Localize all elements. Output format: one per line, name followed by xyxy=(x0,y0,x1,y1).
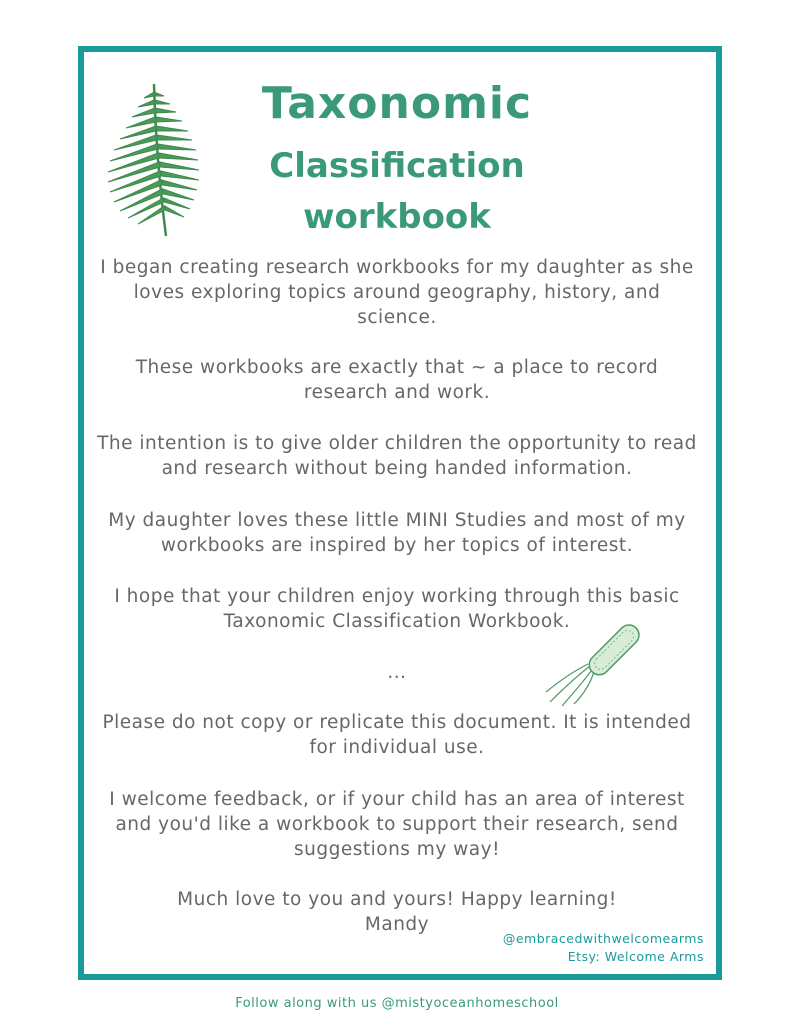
title-line-3: workbook xyxy=(303,197,491,237)
paragraph-feedback: I welcome feedback, or if your child has an area of interest and you'd like a workbook to support their research, send suggestions my way! xyxy=(109,789,685,860)
bacteria-icon xyxy=(542,622,642,712)
footer-follow: Follow along with us @mistyoceanhomeschool xyxy=(235,996,559,1011)
etsy-shop: Etsy: Welcome Arms xyxy=(567,949,704,964)
paragraph-closing: Much love to you and yours! Happy learning! xyxy=(177,889,617,910)
signature-name: Mandy xyxy=(364,914,430,935)
paragraph-copyright: Please do not copy or replicate this document. It is intended for individual use. xyxy=(102,712,692,758)
social-handle: @embracedwithwelcomearms xyxy=(502,931,704,946)
paragraph-ellipsis: ... xyxy=(387,662,407,683)
paragraph-mini-studies: My daughter loves these little MINI Studies and most of my workbooks are inspired by her topics of interest. xyxy=(108,510,686,556)
paragraph-intention: The intention is to give older children the opportunity to read and research without being handed information. xyxy=(97,433,697,479)
paragraph-workbooks: These workbooks are exactly that ~ a place to record research and work. xyxy=(135,357,659,403)
title-line-2: Classification xyxy=(269,146,525,186)
paragraph-intro: I began creating research workbooks for my daughter as she loves exploring topics around geography, history, and science. xyxy=(100,257,694,328)
title-line-1: Taxonomic xyxy=(261,78,533,129)
paragraph-hope: I hope that your children enjoy working through this basic Taxonomic Classification Workbook. xyxy=(114,586,680,632)
